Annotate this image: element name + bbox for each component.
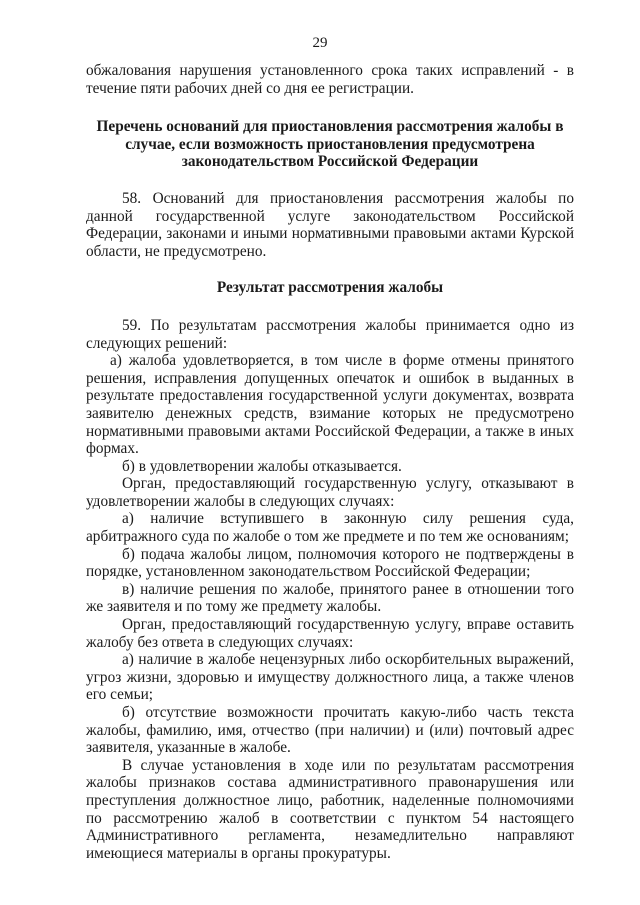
paragraph-59: 59. По результатам рассмотрения жалобы принимается одно из следующих решений: [86,316,574,352]
final-paragraph: В случае установления в ходе или по результатам рассмотрения жалобы признаков состава административного правонарушения или преступления должностное лицо, работник, наделенные полномочиями по рассмотрению жалоб в соответствии с пунктом 54 настоящего Административного регламента, незамедлительно направляют имеющиеся материалы в органы прокуратуры. [86,756,574,862]
page-content [86,62,574,862]
suspension-grounds-heading: Перечень оснований для приостановления рассмотрения жалобы в случае, если возможность приостановления предусмотрена законодательством Российской Федерации [96,118,564,171]
page-number: 29 [312,35,328,51]
refusal-case-c: в) наличие решения по жалобе, принятого ранее в отношении того же заявителя и по тому же предмету жалобы. [86,580,574,616]
refusal-intro-paragraph: Орган, предоставляющий государственную услугу, отказывают в удовлетворении жалобы в следующих случаях: [86,475,574,510]
leave-unanswered-case-a: а) наличие в жалобе нецензурных либо оскорбительных выражений, угроз жизни, здоровью и имуществу должностного лица, а также членов его семьи; [86,651,574,704]
refusal-case-b: б) подача жалобы лицом, полномочия которого не подтверждены в порядке, установленном законодательством Российской Федерации; [86,545,574,581]
paragraph-59-b: б) в удовлетворении жалобы отказывается. [122,457,402,475]
leave-unanswered-case-b: б) отсутствие возможности прочитать какую-либо часть текста жалобы, фамилию, имя, отчество (при наличии) и (или) почтовый адрес заявителя, указанные в жалобе. [86,704,574,757]
result-heading: Результат рассмотрения жалобы [216,279,444,297]
intro-continuation-paragraph: обжалования нарушения установленного срока таких исправлений - в течение пяти рабочих дней со дня ее регистрации. [86,62,574,97]
paragraph-59-a: а) жалоба удовлетворяется, в том числе в форме отмены принятого решения, исправления допущенных опечаток и ошибок в выданных в результате предоставления государственной услуги документах, возврата заявителю денежных средств, взимание которых не предусмотрено нормативными правовыми актами Российской Федерации, а также в иных формах. [86,352,574,458]
leave-unanswered-intro-paragraph: Орган, предоставляющий государственную услугу, вправе оставить жалобу без ответа в следующих случаях: [86,616,574,651]
paragraph-58: 58. Оснований для приостановления рассмотрения жалобы по данной государственной услуге законодательством Российской Федерации, законами и иными нормативными правовыми актами Курской области, не предусмотрено. [86,189,574,260]
refusal-case-a: а) наличие вступившего в законную силу решения суда, арбитражного суда по жалобе о том же предмете и по тем же основаниям; [86,510,574,546]
